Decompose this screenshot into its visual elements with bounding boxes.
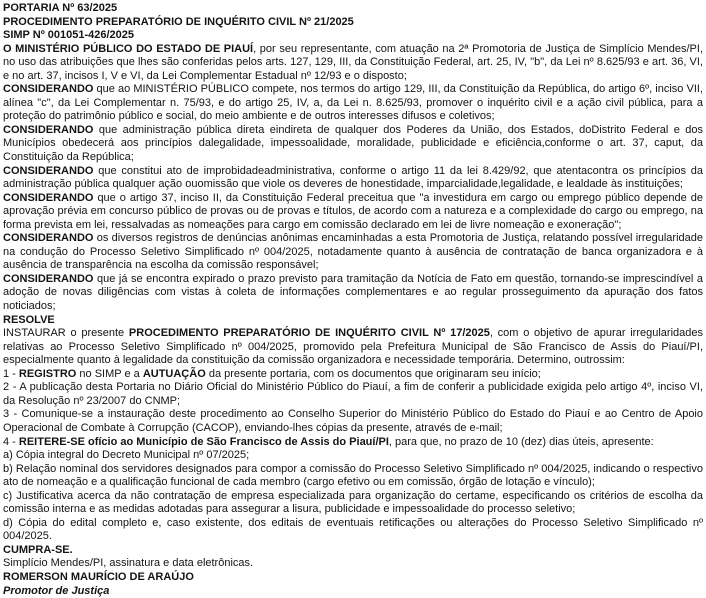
item-2	[3, 381, 703, 408]
signature-role-text: Promotor de Justiça	[3, 584, 110, 597]
instaurar-paragraph-text: , com o objetivo de apurar irregularidades relativas ao Processo Seletivo Simplificado nº 004/2025, promovido pela Prefeitura Municipal de São Francisco de Assis do Piauí/PI, especialmente quanto à legalidade da constituição da comissão organizadora e necessidade temporária. Determino, outrossim:	[3, 327, 703, 367]
item-3-text: 3 - Comunique-se a instauração deste procedimento ao Conselho Superior do Ministério Público do Estado do Piauí e ao Centro de Apoio Operacional de Combate à Corrupção (CACOP), enviando-lhes cópias da presente, através de e-mail;	[3, 408, 703, 434]
item-4-text: , para que, no prazo de 10 (dez) dias úteis, apresente:	[388, 435, 654, 448]
procedure-title	[3, 16, 703, 30]
considerando-2-text: CONSIDERANDO	[3, 123, 94, 136]
considerando-1	[3, 83, 703, 124]
resolve-heading-text: RESOLVE	[3, 313, 55, 326]
item-1-text: 1 -	[3, 367, 19, 380]
considerando-5-text: os diversos registros de denúncias anônimas encaminhadas a esta Promotoria de Justiça, relatando possível irregularidade na condução do Processo Seletivo Simplificado nº 004/2025, notadamente quanto à ausência de contratação de banca organizadora e à ausência de transparência na escolha da comissão responsável;	[3, 232, 703, 272]
item-b	[3, 463, 703, 490]
item-4	[3, 436, 703, 450]
item-1-text: no SIMP e a	[76, 367, 143, 380]
considerando-4-text: que o artigo 37, inciso II, da Constituição Federal preceitua que "a investidura em cargo ou emprego público depende de aprovação prévia em concurso público de provas ou de provas e títulos, de acordo com a natureza e a complexidade do cargo ou emprego, na forma prevista em lei, ressalvadas as nomeações para cargo em comissão declarado em lei de livre nomeação e exoneração";	[3, 191, 703, 231]
considerando-4-text: CONSIDERANDO	[3, 191, 94, 204]
signature-role	[3, 585, 703, 598]
simp-number-text: SIMP Nº 001051-426/2025	[3, 29, 135, 42]
signature-name-text: ROMERSON MAURÍCIO DE ARAÚJO	[3, 570, 194, 583]
considerando-3-text: CONSIDERANDO	[3, 164, 94, 177]
cumpra-se	[3, 544, 703, 558]
item-1-text: REGISTRO	[18, 367, 77, 380]
item-2-text: 2 - A publicação desta Portaria no Diário Oficial do Ministério Público do Piauí, a fim de conferir a publicidade exigida pelo artigo 4º, inciso VI, da Resolução nº 23/2007 do CNMP;	[3, 381, 703, 407]
considerando-3	[3, 165, 703, 192]
considerando-6-text: CONSIDERANDO	[3, 272, 94, 285]
item-a-text: a) Cópia integral do Decreto Municipal nº 07/2025;	[3, 449, 250, 462]
item-d-text: d) Cópia do edital completo e, caso existente, dos editais de eventuais retificações ou alterações do Processo Seletivo Simplificado nº 004/2025.	[3, 516, 703, 543]
item-1	[3, 368, 703, 382]
instaurar-paragraph-text: INSTAURAR o presente	[3, 327, 129, 340]
resolve-heading	[3, 314, 703, 328]
item-b-text: b) Relação nominal dos servidores designados para compor a comissão do Processo Seletivo Simplificado nº 004/2025, indicando o respectivo ato de nomeação e a qualificação funcional de cada membro (cargo efetivo ou em comissão, órgão de lotação e vínculo);	[3, 462, 703, 489]
considerando-1-text: que ao MINISTÉRIO PÚBLICO compete, nos termos do artigo 129, III, da Constituição da República, do artigo 6º, inciso VII, alínea "c", da Lei Complementar n. 75/93, e do artigo 25, IV, a, da Lei n. 8.625/93, promover o inquérito civil e a ação civil pública, para a proteção do patrimônio público e social, do meio ambiente e de outros interesses difusos e coletivos;	[3, 83, 703, 123]
item-4-text: 4 -	[3, 435, 19, 448]
item-a	[3, 449, 703, 463]
considerando-6	[3, 273, 703, 314]
item-1-text: AUTUAÇÃO	[142, 367, 206, 380]
simp-number	[3, 29, 703, 43]
procedure-title-text: PROCEDIMENTO PREPARATÓRIO DE INQUÉRITO CIVIL Nº 21/2025	[3, 15, 354, 28]
place-and-signature-note	[3, 557, 703, 571]
preamble-text: O MINISTÉRIO PÚBLICO DO ESTADO DE PIAUÍ	[3, 42, 254, 55]
considerando-6-text: que já se encontra expirado o prazo previsto para tramitação da Notícia de Fato em questão, tornando-se imprescindível a adoção de novas diligências com vistas à coleta de informações complementares e ao regular prosseguimento da apuração dos fatos noticiados;	[3, 272, 703, 313]
item-d	[3, 517, 703, 544]
considerando-2-text: que administração pública direta eindireta de qualquer dos Poderes da União, dos Estados, doDistrito Federal e dos Municípios obedecerá aos princípios dalegalidade, impessoalidade, moralidade, publicidade e eficiência,conforme o art. 37, caput, da Constituição da República;	[3, 123, 703, 164]
considerando-5-text: CONSIDERANDO	[3, 232, 94, 245]
item-c-text: c) Justificativa acerca da não contratação de empresa especializada para organização do certame, especificando os critérios de escolha da comissão interna e as medidas adotadas para assegurar a lisura, publicidade e impessoalidade do processo seletivo;	[3, 489, 703, 516]
item-1-text: da presente portaria, com os documentos que originaram seu início;	[205, 367, 541, 380]
preamble	[3, 43, 703, 84]
portaria-number	[3, 2, 703, 16]
considerando-3-text: que constitui ato de improbidadeadministrativa, conforme o artigo 11 da lei 8.429/92, que atentacontra os princípios da administração pública qualquer ação ouomissão que viole os deveres de honestidade, imparcialidade,legalidade, e lealdade às instituições;	[3, 164, 703, 191]
item-4-text: REITERE-SE ofício ao Município de São Francisco de Assis do Piauí/PI	[18, 435, 389, 448]
considerando-5	[3, 232, 703, 273]
cumpra-se-text: CUMPRA-SE.	[3, 543, 73, 556]
portaria-number-text: PORTARIA Nº 63/2025	[3, 2, 118, 14]
considerando-2	[3, 124, 703, 165]
preamble-text: , por seu representante, com atuação na 2ª Promotoria de Justiça de Simplício Mendes/PI, no uso das atribuições que lhes são conferidas pelos arts. 127, 129, III, da Constituição Federal, art. 25, IV, "b", da Lei nº 8.625/93 e art. 36, VI, e no art. 37, incisos I, V e VI, da Lei Complementar Estadual nº 12/93 e o disposto;	[3, 42, 703, 82]
instaurar-paragraph	[3, 327, 703, 368]
item-3	[3, 408, 703, 435]
place-and-signature-note-text: Simplício Mendes/PI, assinatura e data eletrônicas.	[3, 557, 254, 570]
instaurar-paragraph-text: PROCEDIMENTO PREPARATÓRIO DE INQUÉRITO CIVIL Nº 17/2025	[128, 327, 490, 340]
considerando-4	[3, 192, 703, 233]
considerando-1-text: CONSIDERANDO	[3, 83, 94, 96]
item-c	[3, 490, 703, 517]
signature-name	[3, 571, 703, 585]
